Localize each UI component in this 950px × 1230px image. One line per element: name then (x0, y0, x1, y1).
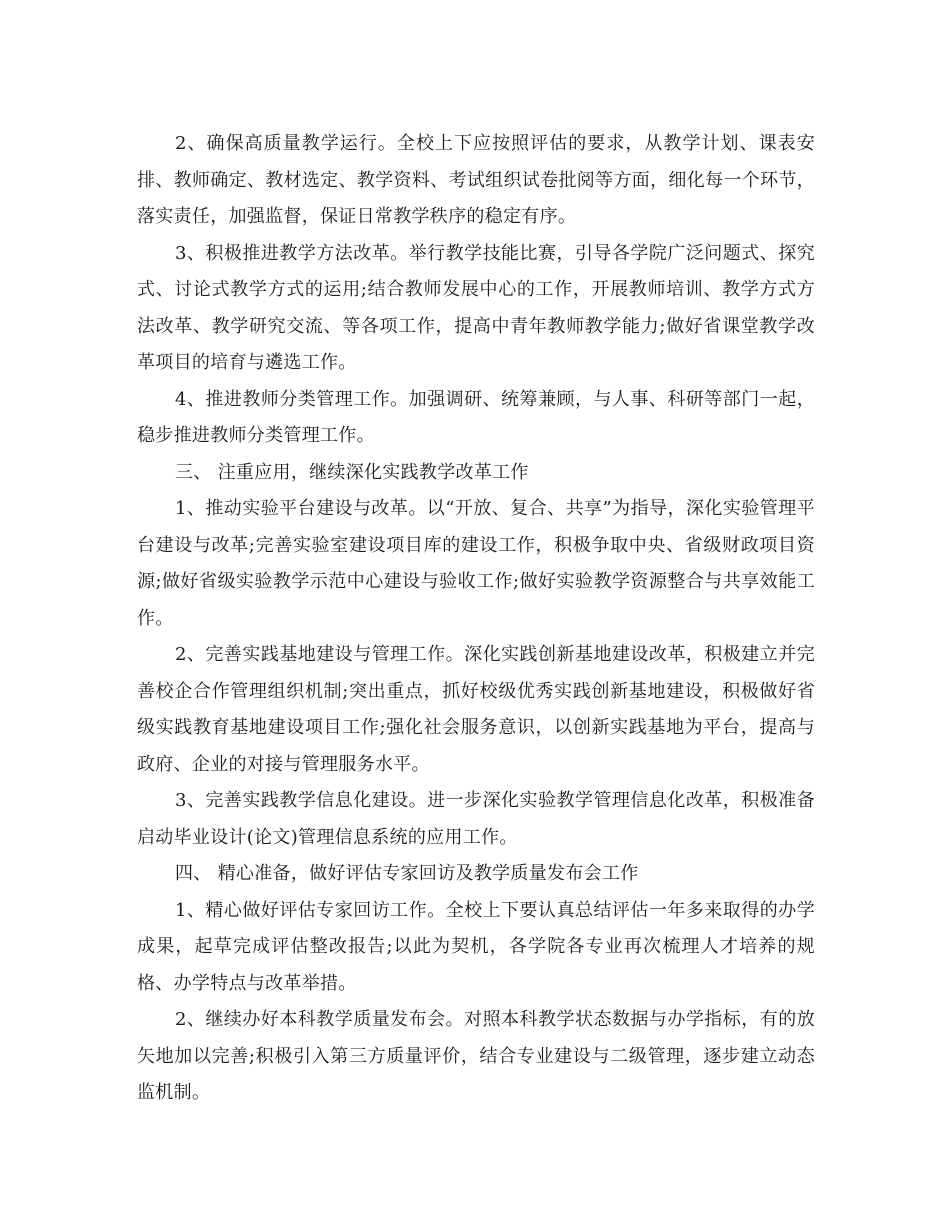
paragraph-teaching-method-reform: 3、积极推进教学方法改革。举行教学技能比赛，引导各学院广泛问题式、探究式、讨论式教学方式的运用;结合教师发展中心的工作，开展教师培训、教学方式方法改革、教学研究交流、等各项工作，提高中青年教师教学能力;做好省课堂教学改革项目的培育与遴选工作。 (137, 242, 815, 373)
paragraph-expert-revisit: 1、精心做好评估专家回访工作。全校上下要认真总结评估一年多来取得的办学成果，起草完成评估整改报告;以此为契机，各学院各专业再次梳理人才培养的规格、办学特点与改革举措。 (137, 899, 815, 994)
paragraph-lab-platform: 1、推动实验平台建设与改革。以“开放、复合、共享”为指导，深化实验管理平台建设与改革;完善实验室建设项目库的建设工作，积极争取中央、省级财政项目资源;做好省级实验教学示范中心建设与验收工作;做好实验教学资源整合与共享效能工作。 (137, 498, 815, 629)
section-heading-evaluation: 四、 精心准备，做好评估专家回访及教学质量发布会工作 (175, 863, 639, 884)
section-heading-practice-reform: 三、 注重应用，继续深化实践教学改革工作 (175, 461, 529, 483)
paragraph-quality-release: 2、继续办好本科教学质量发布会。对照本科教学状态数据与办学指标，有的放矢地加以完善;积极引入第三方质量评价，结合专业建设与二级管理，逐步建立动态监机制。 (137, 1009, 815, 1103)
document-body (137, 126, 815, 1112)
paragraph-teaching-operation: 2、确保高质量教学运行。全校上下应按照评估的要求，从教学计划、课表安排、教师确定、教材选定、教学资料、考试组织试卷批阅等方面，细化每一个环节，落实责任，加强监督，保证日常教学秩序的稳定有序。 (137, 133, 815, 227)
paragraph-practice-base: 2、完善实践基地建设与管理工作。深化实践创新基地建设改革，积极建立并完善校企合作管理组织机制;突出重点，抓好校级优秀实践创新基地建设，积极做好省级实践教育基地建设项目工作;强化社会服务意识，以创新实践基地为平台，提高与政府、企业的对接与管理服务水平。 (137, 644, 815, 775)
paragraph-teacher-classification: 4、推进教师分类管理工作。加强调研、统筹兼顾，与人事、科研等部门一起，稳步推进教师分类管理工作。 (137, 388, 815, 446)
paragraph-practice-informatization: 3、完善实践教学信息化建设。进一步深化实验教学管理信息化改革，积极准备启动毕业设计(论文)管理信息系统的应用工作。 (137, 790, 815, 848)
